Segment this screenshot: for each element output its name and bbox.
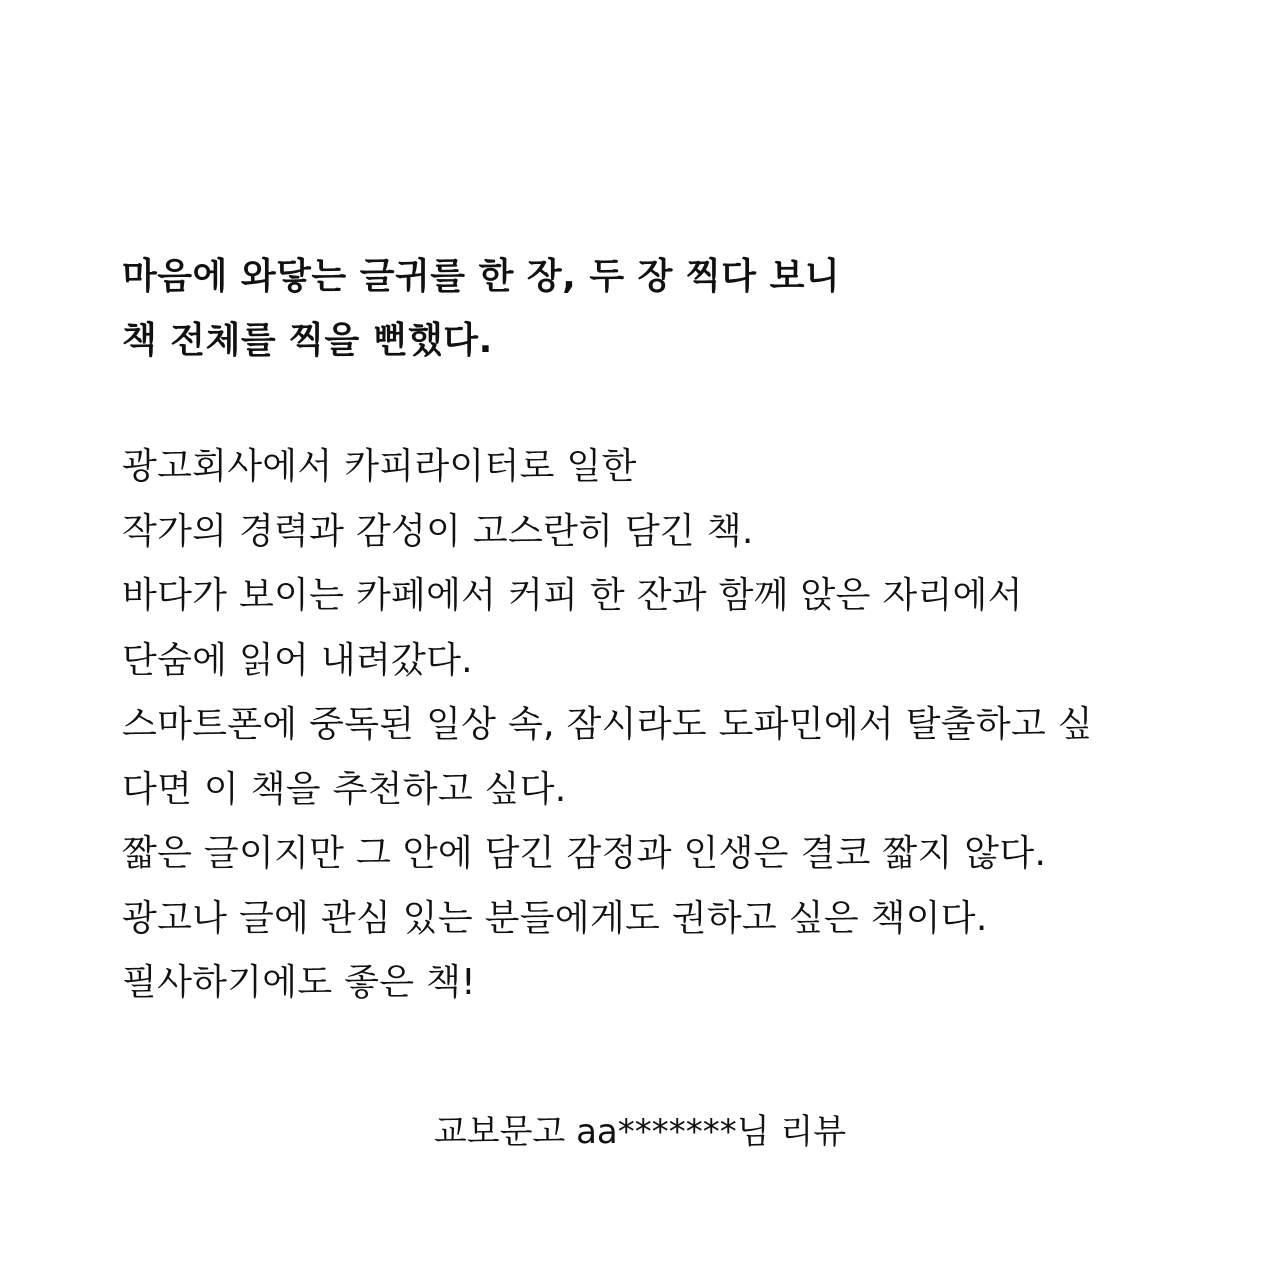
review-text-block <box>122 245 1202 1016</box>
body-line-6: 다면 이 책을 추천하고 싶다. <box>122 768 567 810</box>
body-line-4: 단숨에 읽어 내려갔다. <box>122 639 473 681</box>
body-line-8: 광고나 글에 관심 있는 분들에게도 권하고 싶은 책이다. <box>122 897 988 939</box>
body-line-9: 필사하기에도 좋은 책! <box>122 962 476 1003</box>
headline-line-1: 마음에 와닿는 글귀를 한 장, 두 장 찍다 보니 <box>122 256 841 297</box>
headline-line-2: 책 전체를 찍을 뻔했다. <box>122 320 493 361</box>
body-line-5: 스마트폰에 중독된 일상 속, 잠시라도 도파민에서 탈출하고 싶 <box>122 704 1093 745</box>
body-line-7: 짧은 글이지만 그 안에 담긴 감정과 인생은 결코 짧지 않다. <box>122 833 1047 874</box>
review-attribution: 교보문고 aa*******님 리뷰 <box>433 1112 847 1152</box>
body-line-3: 바다가 보이는 카페에서 커피 한 잔과 함께 앉은 자리에서 <box>122 575 1023 616</box>
paragraph-spacer <box>122 373 1202 435</box>
body-line-2: 작가의 경력과 감성이 고스란히 담긴 책. <box>122 510 754 552</box>
body-line-1: 광고회사에서 카피라이터로 일한 <box>122 446 637 487</box>
